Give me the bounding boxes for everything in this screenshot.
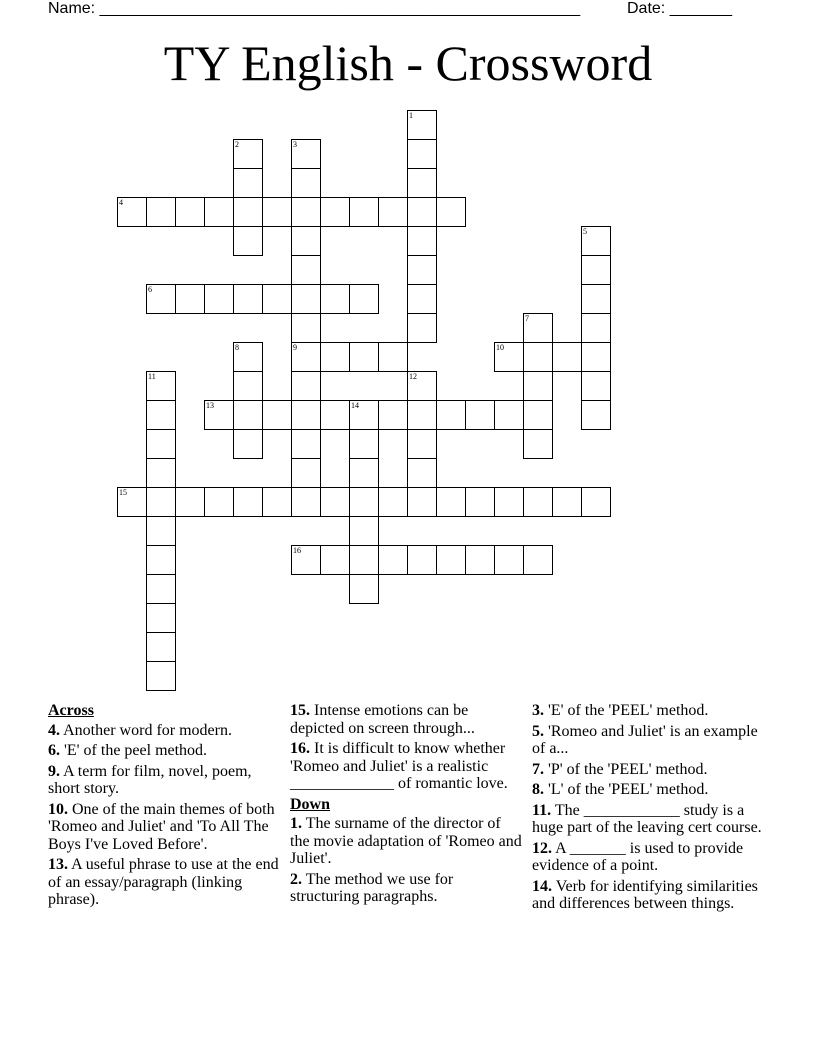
grid-cell[interactable]: [407, 429, 437, 459]
grid-cell[interactable]: [349, 574, 379, 604]
cell-number: 8: [235, 343, 239, 352]
grid-cell[interactable]: [320, 197, 350, 227]
grid-cell[interactable]: [117, 197, 147, 227]
clues-column-3: [532, 702, 764, 916]
grid-cell[interactable]: [494, 487, 524, 517]
cell-number: 2: [235, 140, 239, 149]
grid-cell[interactable]: [349, 429, 379, 459]
grid-cell[interactable]: [291, 371, 321, 401]
grid-cell[interactable]: [349, 342, 379, 372]
clue-down-3: 3. 'E' of the 'PEEL' method.: [532, 702, 709, 719]
grid-cell[interactable]: [349, 458, 379, 488]
grid-cell[interactable]: [581, 313, 611, 343]
grid-cell[interactable]: [262, 197, 292, 227]
grid-cell[interactable]: [378, 400, 408, 430]
grid-cell[interactable]: [523, 429, 553, 459]
grid-cell[interactable]: [407, 371, 437, 401]
grid-cell[interactable]: [320, 284, 350, 314]
grid-cell[interactable]: [349, 284, 379, 314]
grid-cell[interactable]: [581, 255, 611, 285]
cell-number: 13: [206, 401, 214, 410]
grid-cell[interactable]: [146, 545, 176, 575]
grid-cell[interactable]: [233, 400, 263, 430]
grid-cell[interactable]: [436, 400, 466, 430]
date-field-label: Date: _______: [627, 0, 732, 17]
grid-cell[interactable]: [349, 487, 379, 517]
grid-cell[interactable]: [378, 197, 408, 227]
grid-cell[interactable]: [291, 139, 321, 169]
grid-cell[interactable]: [436, 487, 466, 517]
grid-cell[interactable]: [291, 197, 321, 227]
page-title: TY English - Crossword: [163, 35, 653, 91]
grid-cell[interactable]: [291, 458, 321, 488]
grid-cell[interactable]: [436, 545, 466, 575]
grid-cell[interactable]: [204, 487, 234, 517]
grid-cell[interactable]: [349, 197, 379, 227]
cell-number: 4: [119, 198, 123, 207]
cell-number: 1: [409, 111, 413, 120]
grid-cell[interactable]: [233, 342, 263, 372]
cell-number: 3: [293, 140, 297, 149]
grid-cell[interactable]: [291, 487, 321, 517]
grid-cell[interactable]: [407, 545, 437, 575]
grid-cell[interactable]: [523, 371, 553, 401]
grid-cell[interactable]: [233, 429, 263, 459]
clue-down-1: 1. The surname of the director of the movie adaptation of 'Romeo and Juliet'.: [290, 815, 522, 867]
grid-cell[interactable]: [291, 400, 321, 430]
grid-cell[interactable]: [465, 487, 495, 517]
grid-cell[interactable]: [291, 226, 321, 256]
grid-cell[interactable]: [262, 400, 292, 430]
grid-cell[interactable]: [581, 371, 611, 401]
grid-cell[interactable]: [378, 545, 408, 575]
grid-cell[interactable]: [117, 487, 147, 517]
grid-cell[interactable]: [407, 139, 437, 169]
clue-down-2: 2. The method we use for structuring paragraphs.: [290, 870, 454, 905]
grid-cell[interactable]: [407, 487, 437, 517]
clue-down-8: 8. 'L' of the 'PEEL' method.: [532, 781, 709, 798]
grid-cell[interactable]: [146, 632, 176, 662]
grid-cell[interactable]: [233, 226, 263, 256]
grid-cell[interactable]: [378, 342, 408, 372]
grid-cell[interactable]: [523, 545, 553, 575]
grid-cell[interactable]: [146, 429, 176, 459]
cell-number: 9: [293, 343, 297, 352]
grid-cell[interactable]: [175, 197, 205, 227]
grid-cell[interactable]: [146, 371, 176, 401]
grid-cell[interactable]: [146, 458, 176, 488]
cell-number: 10: [496, 343, 504, 352]
grid-cell[interactable]: [494, 545, 524, 575]
grid-cell[interactable]: [523, 342, 553, 372]
grid-cell[interactable]: [320, 545, 350, 575]
grid-cell[interactable]: [581, 284, 611, 314]
grid-cell[interactable]: [146, 197, 176, 227]
grid-cell[interactable]: [233, 197, 263, 227]
grid-cell[interactable]: [233, 487, 263, 517]
grid-cell[interactable]: [291, 342, 321, 372]
grid-cell[interactable]: [523, 313, 553, 343]
grid-cell[interactable]: [233, 371, 263, 401]
cell-number: 16: [293, 546, 301, 555]
grid-cell[interactable]: [146, 516, 176, 546]
grid-cell[interactable]: [146, 574, 176, 604]
grid-cell[interactable]: [291, 313, 321, 343]
down-heading: Down: [290, 795, 331, 813]
grid-cell[interactable]: [407, 313, 437, 343]
clue-across-10: 10. One of the main themes of both 'Romeo and Juliet' and 'To All The Boys I've Loved Before'.: [48, 800, 275, 853]
clues-column-2: [290, 702, 522, 909]
grid-cell[interactable]: [523, 487, 553, 517]
clue-across-16: 16. It is difficult to know whether 'Romeo and Juliet' is a realistic _____________ of romantic love.: [290, 740, 508, 792]
grid-cell[interactable]: [146, 284, 176, 314]
grid-cell[interactable]: [581, 342, 611, 372]
grid-cell[interactable]: [262, 487, 292, 517]
grid-cell[interactable]: [233, 168, 263, 198]
clue-down-7: 7. 'P' of the 'PEEL' method.: [532, 760, 708, 778]
grid-cell[interactable]: [291, 168, 321, 198]
grid-cell[interactable]: [146, 603, 176, 633]
clue-down-14: 14. Verb for identifying similarities and differences between things.: [532, 877, 758, 912]
cell-number: 15: [119, 488, 127, 497]
cell-number: 14: [351, 401, 359, 410]
grid-cell[interactable]: [291, 545, 321, 575]
clue-across-13: 13. A useful phrase to use at the end of an essay/paragraph (linking phrase).: [48, 856, 279, 908]
cell-number: 5: [583, 227, 587, 236]
grid-cell[interactable]: [291, 284, 321, 314]
grid-cell[interactable]: [204, 197, 234, 227]
grid-cell[interactable]: [407, 110, 437, 140]
grid-cell[interactable]: [494, 342, 524, 372]
grid-cell[interactable]: [378, 487, 408, 517]
grid-cell[interactable]: [465, 400, 495, 430]
grid-cell[interactable]: [349, 400, 379, 430]
grid-cell[interactable]: [204, 400, 234, 430]
grid-cell[interactable]: [581, 400, 611, 430]
grid-cell[interactable]: [175, 487, 205, 517]
grid-cell[interactable]: [320, 342, 350, 372]
clues-column-1: [48, 702, 280, 912]
grid-cell[interactable]: [146, 487, 176, 517]
cell-number: 6: [148, 285, 152, 294]
grid-cell[interactable]: [581, 226, 611, 256]
grid-cell[interactable]: [436, 197, 466, 227]
cell-number: 7: [525, 314, 529, 323]
grid-cell[interactable]: [146, 400, 176, 430]
grid-cell[interactable]: [146, 661, 176, 691]
grid-cell[interactable]: [523, 400, 553, 430]
grid-cell[interactable]: [233, 139, 263, 169]
clue-across-15: 15. Intense emotions can be depicted on screen through...: [290, 702, 475, 737]
grid-cell[interactable]: [494, 400, 524, 430]
grid-cell[interactable]: [320, 487, 350, 517]
grid-cell[interactable]: [407, 284, 437, 314]
name-field-label: Name: ______________________________________________________: [48, 0, 581, 17]
grid-cell[interactable]: [407, 400, 437, 430]
grid-cell[interactable]: [204, 284, 234, 314]
clue-across-4: 4. Another word for modern.: [48, 721, 232, 739]
across-heading: Across: [48, 702, 94, 719]
clue-across-9: 9. A term for film, novel, poem, short story.: [48, 762, 252, 797]
grid-cell[interactable]: [291, 255, 321, 285]
grid-cell[interactable]: [233, 284, 263, 314]
grid-cell[interactable]: [407, 168, 437, 198]
cell-number: 11: [148, 372, 156, 381]
grid-cell[interactable]: [349, 545, 379, 575]
clue-down-12: 12. A _______ is used to provide evidence of a point.: [532, 839, 744, 874]
clue-down-5: 5. 'Romeo and Juliet' is an example of a...: [532, 722, 758, 757]
grid-cell[interactable]: [407, 226, 437, 256]
cell-number: 12: [409, 372, 417, 381]
grid-cell[interactable]: [552, 342, 582, 372]
grid-cell[interactable]: [262, 284, 292, 314]
grid-cell[interactable]: [291, 429, 321, 459]
grid-cell[interactable]: [349, 516, 379, 546]
clue-across-6: 6. 'E' of the peel method.: [48, 742, 208, 759]
grid-cell[interactable]: [407, 458, 437, 488]
grid-cell[interactable]: [407, 197, 437, 227]
grid-cell[interactable]: [175, 284, 205, 314]
grid-cell[interactable]: [407, 255, 437, 285]
clue-down-11: 11. The ____________ study is a huge part of the leaving cert course.: [532, 801, 762, 836]
grid-cell[interactable]: [320, 400, 350, 430]
grid-cell[interactable]: [465, 545, 495, 575]
grid-cell[interactable]: [581, 487, 611, 517]
grid-cell[interactable]: [552, 487, 582, 517]
